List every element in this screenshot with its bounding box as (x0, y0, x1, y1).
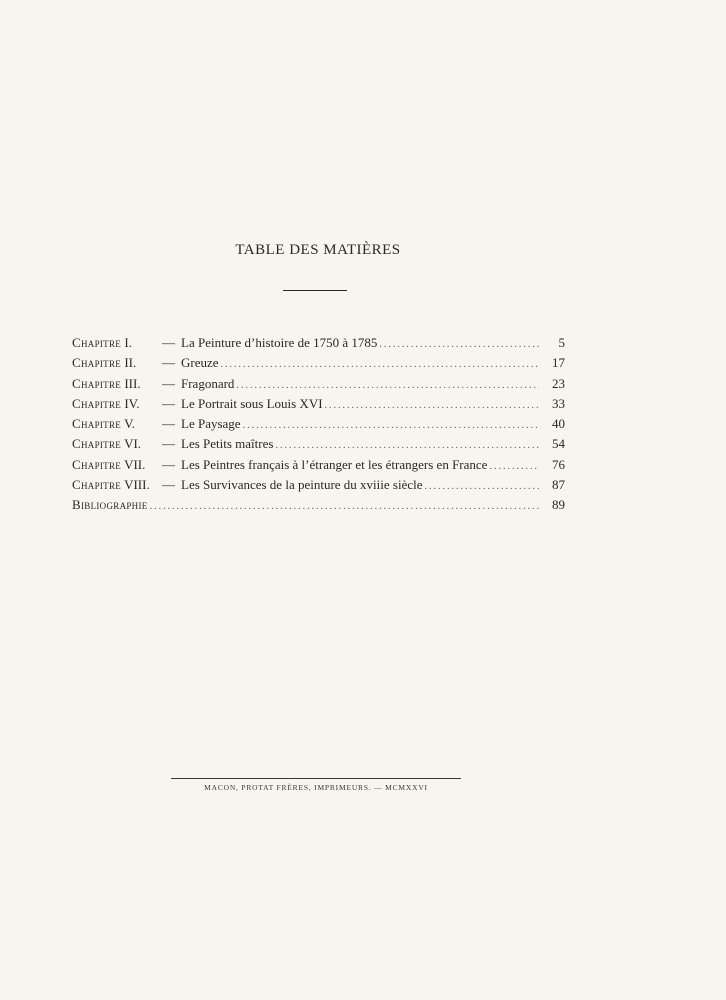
toc-row-chapter-7[interactable] (72, 455, 565, 475)
toc-row-chapter-4[interactable] (72, 394, 565, 414)
dot-leader (236, 376, 539, 396)
toc-row-chapter-5[interactable] (72, 414, 565, 434)
toc-row-bibliography[interactable] (72, 495, 565, 515)
page-number: 89 (552, 497, 565, 513)
dash: — (162, 456, 175, 472)
chapter-label: Chapitre VI. (72, 436, 142, 452)
dot-leader (243, 416, 539, 436)
dot-leader (275, 436, 539, 456)
dash: — (162, 375, 175, 391)
toc-row-chapter-3[interactable] (72, 374, 565, 394)
dot-leader (489, 457, 539, 477)
page-number: 76 (552, 456, 565, 472)
chapter-title: Fragonard (181, 375, 235, 391)
imprint-line: MACON, PROTAT FRÈRES, IMPRIMEURS. — MCMXXVI (204, 783, 428, 792)
page-number: 87 (552, 477, 565, 493)
dash: — (162, 477, 175, 493)
dash: — (162, 395, 175, 411)
chapter-label: Chapitre VII. (72, 456, 146, 472)
dash: — (162, 416, 175, 432)
toc-row-chapter-1[interactable] (72, 333, 565, 353)
dash: — (162, 335, 175, 350)
chapter-label: Chapitre II. (72, 355, 137, 371)
footer-rule (171, 778, 461, 779)
title-rule (283, 290, 347, 291)
toc-row-chapter-2[interactable] (72, 353, 565, 373)
page-number: 40 (552, 416, 565, 432)
chapter-title: Les Peintres français à l’étranger et les étrangers en France (181, 456, 488, 472)
dot-leader (425, 477, 539, 497)
dash: — (162, 436, 175, 452)
chapter-label: Chapitre III. (72, 375, 141, 391)
chapter-label: Chapitre VIII. (72, 477, 150, 493)
toc-row-chapter-8[interactable] (72, 475, 565, 495)
chapter-label: Chapitre I. (72, 335, 132, 350)
dot-leader (150, 497, 539, 517)
chapter-title: Les Petits maîtres (181, 436, 274, 452)
chapter-label: Chapitre V. (72, 416, 136, 432)
page-number: 5 (558, 335, 565, 350)
chapter-title: Greuze (181, 355, 219, 371)
chapter-title: Les Survivances de la peinture du xviiie siècle (181, 477, 423, 493)
page-number: 54 (552, 436, 565, 452)
chapter-title: Le Portrait sous Louis XVI (181, 395, 323, 411)
dot-leader (379, 335, 539, 355)
dash: — (162, 355, 175, 371)
bibliography-label: Bibliographie (72, 497, 148, 513)
table-of-contents (72, 333, 565, 516)
dot-leader (221, 355, 539, 375)
dot-leader (325, 396, 539, 416)
page-number: 17 (552, 355, 565, 371)
page-number: 33 (552, 395, 565, 411)
chapter-title: La Peinture d’histoire de 1750 à 1785 (181, 335, 378, 350)
page-number: 23 (552, 375, 565, 391)
page-title: TABLE DES MATIÈRES (235, 242, 401, 258)
chapter-title: Le Paysage (181, 416, 241, 432)
chapter-label: Chapitre IV. (72, 395, 140, 411)
toc-row-chapter-6[interactable] (72, 434, 565, 454)
